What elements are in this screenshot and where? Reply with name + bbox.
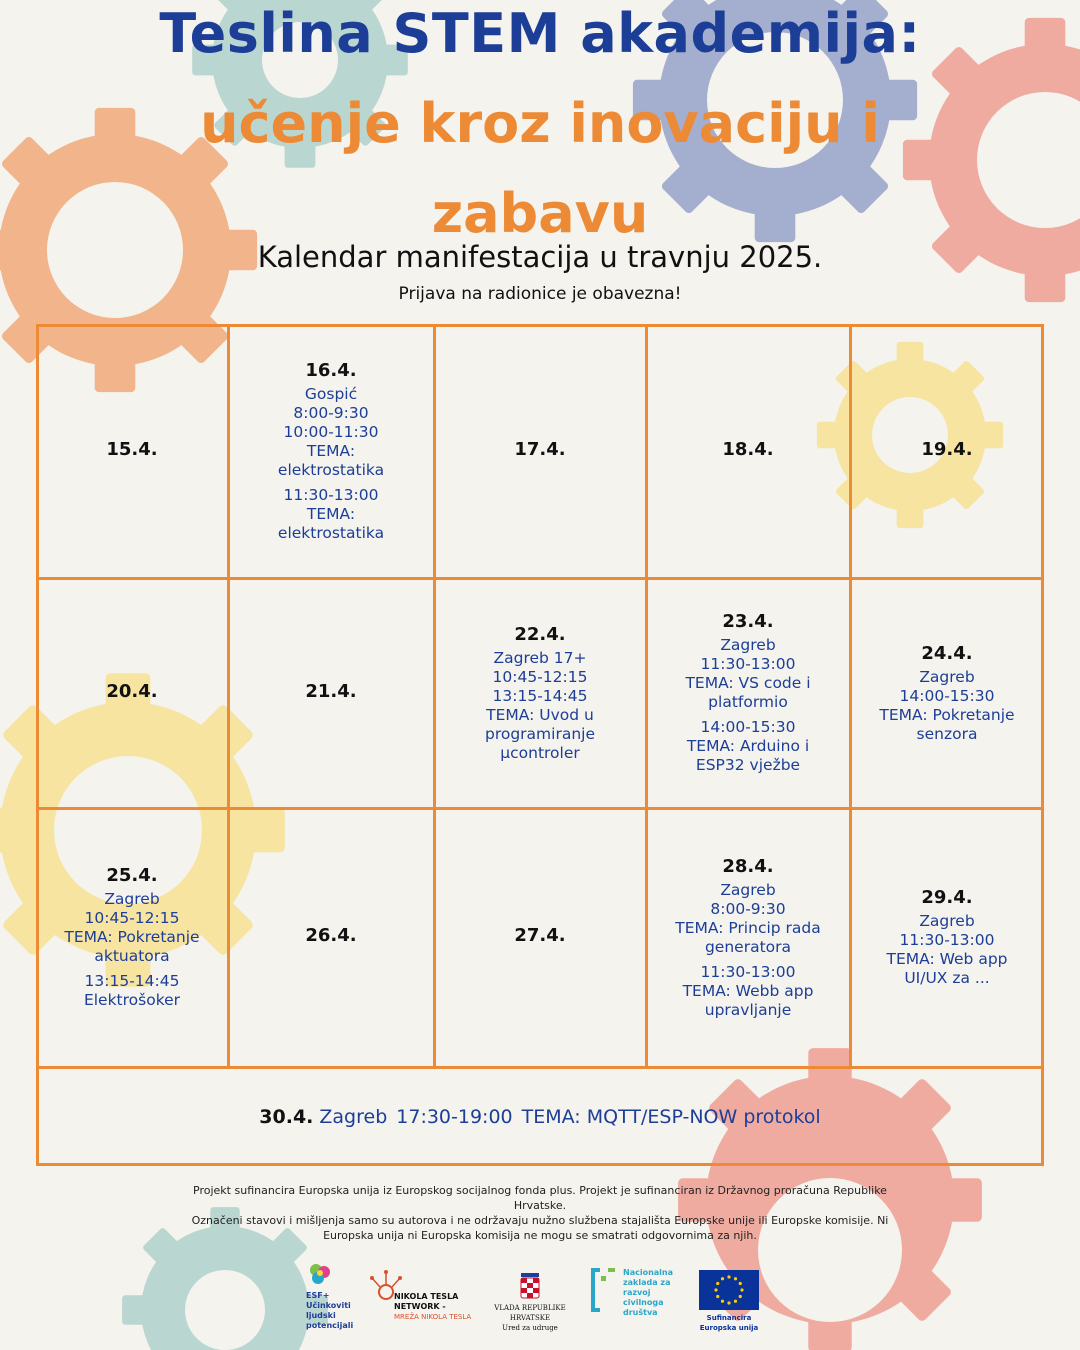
eu-star — [727, 1301, 730, 1304]
title-line-3: zabavu — [431, 182, 649, 245]
eu-star — [739, 1295, 742, 1298]
cell-line: 11:30-13:00 — [283, 485, 379, 504]
cell-line: 8:00-9:30 — [710, 899, 786, 918]
cell-date: 24.4. — [921, 642, 973, 664]
vlada-logo — [478, 1272, 582, 1333]
cell-line: upravljanje — [704, 1000, 792, 1019]
cell-line: 13:15-14:45 — [84, 972, 180, 990]
cell-date: 16.4. — [305, 359, 357, 381]
tesla-logo-l3: MREŽA NIKOLA TESLA — [394, 1313, 472, 1321]
cell-line: Zagreb 17+ — [493, 648, 587, 667]
zaklada-logo-l4: civilnoga — [623, 1298, 664, 1307]
calendar-cell — [850, 324, 1044, 578]
last-row-city: Zagreb — [319, 1105, 388, 1128]
calendar-grid-line — [227, 324, 230, 1067]
cell-line: TEMA: Pokretanje — [879, 705, 1015, 724]
eu-logo — [698, 1270, 760, 1333]
calendar-grid-line — [36, 577, 1044, 580]
zaklada-logo-l2: zaklada za — [623, 1278, 671, 1287]
cell-date: 29.4. — [921, 887, 973, 908]
calendar-cell — [646, 808, 850, 1067]
calendar-cell — [228, 324, 434, 578]
calendar-cell — [228, 578, 434, 808]
tesla-logo-l2: NETWORK - — [394, 1302, 446, 1311]
calendar-cell — [434, 578, 646, 808]
eu-star — [721, 1277, 724, 1280]
cell-line: aktuatora — [94, 947, 170, 965]
cell-line: 10:45-12:15 — [84, 909, 180, 927]
calendar-cell — [434, 808, 646, 1067]
cell-line: µcontroler — [500, 743, 580, 762]
calendar-grid-line — [36, 324, 39, 1166]
eu-star — [714, 1288, 717, 1291]
title-line-1: Teslina STEM akademija: — [159, 2, 921, 65]
cell-date: 18.4. — [722, 438, 774, 460]
event-calendar — [36, 324, 1044, 1166]
calendar-cell — [228, 808, 434, 1067]
esf-logo-l2: ljudski — [306, 1311, 336, 1320]
vlada-logo-l2: Ured za udruge — [502, 1324, 558, 1332]
cell-line: TEMA: Princip rada — [675, 918, 821, 937]
zaklada-brackets-icon — [590, 1268, 618, 1312]
cell-line: generatora — [704, 937, 792, 956]
calendar-grid-line — [433, 324, 436, 1067]
zaklada-logo-l3: razvoj — [623, 1288, 651, 1297]
funding-disclaimer — [170, 1183, 910, 1243]
registration-note: Prijava na radionice je obavezna! — [398, 284, 682, 304]
cell-line: TEMA: — [306, 441, 356, 460]
zaklada-logo-l1: Nacionalna — [623, 1268, 674, 1277]
calendar-cell — [646, 578, 850, 808]
cell-line: senzora — [916, 724, 978, 743]
footer-line-2: Označeni stavovi i mišljenja samo su autorova i ne održavaju nužno službena stajališta Europske unije ili Europske komisije. Ni Europska unija ni Europska komisija ne mogu se smatrati odgovornima za njih. — [191, 1214, 889, 1242]
calendar-grid-line — [36, 324, 1044, 327]
last-row-date: 30.4. — [259, 1105, 314, 1128]
calendar-last-row — [36, 1067, 1044, 1166]
calendar-cell — [850, 808, 1044, 1067]
cell-date: 28.4. — [722, 855, 774, 877]
esf-logo-top: ESF+ — [306, 1291, 330, 1300]
cell-date: 17.4. — [514, 438, 566, 460]
cell-line: Zagreb — [720, 880, 776, 899]
cell-line: 14:00-15:30 — [899, 686, 995, 705]
cell-line: Zagreb — [919, 667, 975, 686]
calendar-grid-line — [645, 324, 648, 1067]
cell-line: Zagreb — [104, 890, 160, 908]
cell-line: programiranje — [484, 724, 595, 743]
cell-line: TEMA: Uvod u — [486, 705, 594, 724]
cell-line: TEMA: Arduino i — [686, 737, 810, 755]
calendar-cell — [434, 324, 646, 578]
calendar-cell — [36, 578, 228, 808]
calendar-subtitle: Kalendar manifestacija u travnju 2025. — [257, 240, 823, 274]
cell-line: 11:30-13:00 — [899, 931, 995, 949]
cell-line: 8:00-9:30 — [293, 403, 369, 422]
last-row-topic: TEMA: MQTT/ESP-NOW protokol — [521, 1105, 821, 1128]
cell-line: Zagreb — [919, 912, 975, 930]
esf-flower-icon — [306, 1262, 336, 1288]
last-row-time: 17:30-19:00 — [396, 1105, 513, 1128]
esf-logo-l1: Učinkoviti — [306, 1301, 351, 1310]
calendar-cell — [36, 324, 228, 578]
cell-line: TEMA: Web app — [886, 950, 1008, 968]
cell-line: 10:45-12:15 — [492, 667, 588, 686]
calendar-grid-line — [36, 1163, 1044, 1166]
cell-date: 15.4. — [106, 438, 158, 460]
cell-line: elektrostatika — [277, 460, 385, 479]
cell-date: 25.4. — [106, 865, 158, 886]
cell-date: 20.4. — [106, 680, 158, 702]
cell-date: 21.4. — [305, 680, 357, 702]
cell-line: TEMA: VS code i — [685, 674, 811, 692]
tesla-logo-l1: NIKOLA TESLA — [394, 1292, 459, 1301]
eu-star — [734, 1300, 737, 1303]
cell-line: Elektrošoker — [83, 991, 181, 1009]
calendar-cell — [36, 808, 228, 1067]
eu-star — [716, 1282, 719, 1285]
calendar-cell — [850, 578, 1044, 808]
eu-star — [739, 1282, 742, 1285]
cell-line: 14:00-15:30 — [700, 718, 796, 736]
calendar-grid-line — [849, 324, 852, 1067]
cell-line: Zagreb — [720, 636, 776, 654]
cell-line: 11:30-13:00 — [700, 655, 796, 673]
cell-line: TEMA: Pokretanje — [64, 928, 200, 946]
cell-line: 11:30-13:00 — [700, 962, 796, 981]
calendar-grid-line — [36, 807, 1044, 810]
eu-star — [727, 1275, 730, 1278]
esf-logo-l3: potencijali — [306, 1321, 354, 1330]
cell-line: elektrostatika — [277, 523, 385, 542]
partner-logos — [0, 1262, 1080, 1342]
cell-line: TEMA: Webb app — [682, 981, 814, 1000]
eu-star — [734, 1277, 737, 1280]
eu-flag-icon — [699, 1270, 759, 1310]
calendar-grid-line — [36, 1066, 1044, 1069]
zaklada-logo-l5: društva — [623, 1308, 658, 1317]
cell-line: 13:15-14:45 — [492, 686, 588, 705]
cell-date: 26.4. — [305, 925, 357, 946]
cell-line: UI/UX za ... — [904, 969, 990, 987]
eu-star — [716, 1295, 719, 1298]
cell-date: 19.4. — [921, 438, 973, 460]
cell-line: platformio — [708, 693, 788, 711]
cell-line: ESP32 vježbe — [695, 756, 801, 774]
cell-line: 10:00-11:30 — [283, 422, 379, 441]
vlada-logo-l1: VLADA REPUBLIKE HRVATSKE — [494, 1304, 566, 1322]
cell-date: 22.4. — [514, 623, 566, 645]
title-line-2: učenje kroz inovaciju i — [200, 92, 880, 155]
footer-line-1: Projekt sufinancira Europska unija iz Europskog socijalnog fonda plus. Projekt je sufinanciran iz Državnog proračuna Republike Hrvatske. — [193, 1184, 887, 1212]
eu-star — [740, 1288, 743, 1291]
eu-logo-l2: Europska unija — [699, 1324, 759, 1332]
cell-line: TEMA: — [306, 504, 356, 523]
calendar-grid-line — [1041, 324, 1044, 1166]
eu-logo-l1: Sufinancira — [706, 1314, 752, 1322]
cell-line: Gospić — [304, 384, 358, 403]
cell-date: 23.4. — [722, 611, 774, 632]
croatian-coat-of-arms-icon — [519, 1272, 541, 1300]
esf-logo — [306, 1262, 366, 1331]
eu-star — [721, 1300, 724, 1303]
cell-date: 27.4. — [514, 925, 566, 946]
calendar-cell — [646, 324, 850, 578]
